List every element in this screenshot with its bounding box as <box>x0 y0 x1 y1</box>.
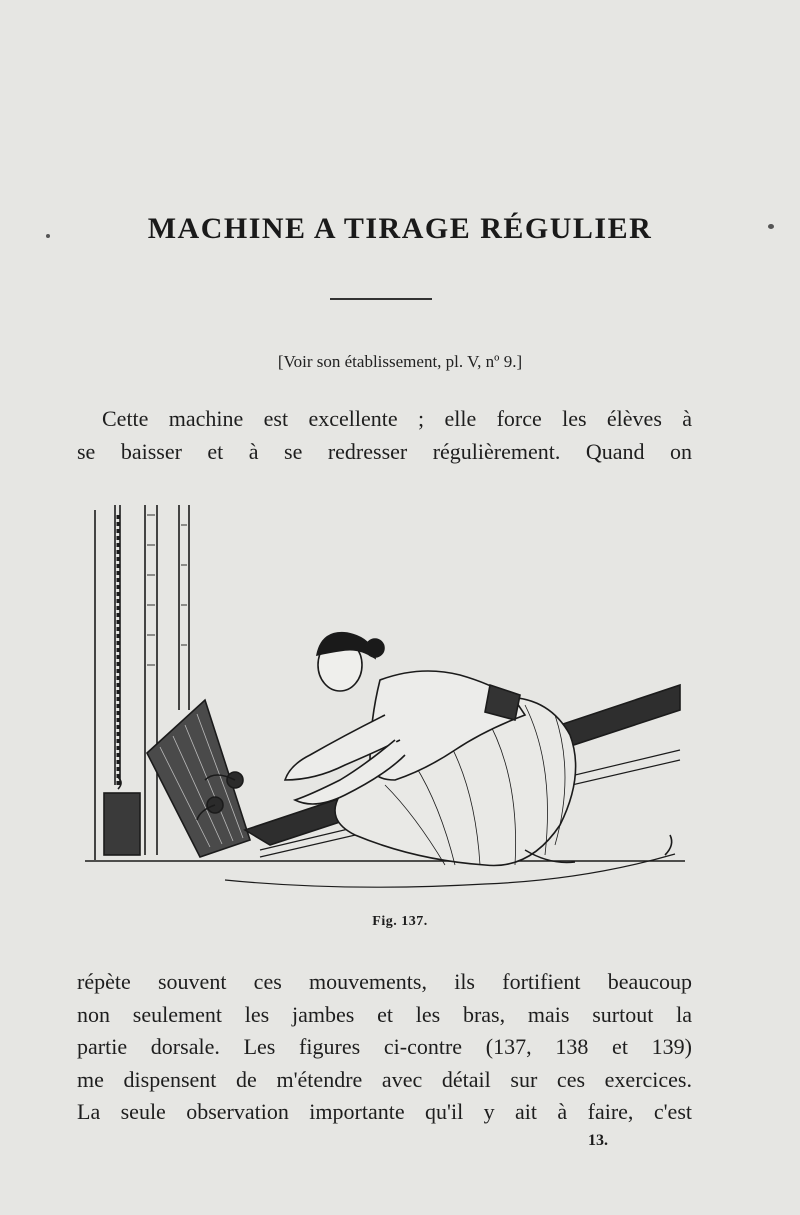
plate-reference: [Voir son établissement, pl. V, nº 9.] <box>277 352 523 371</box>
title-rule <box>330 298 432 300</box>
paragraph-intro <box>77 403 692 468</box>
figure-caption: Fig. 137. <box>372 914 428 929</box>
text-line: me dispensent de m'étendre avec détail sur ces exercices. <box>77 1066 692 1092</box>
text-line: La seule observation importante qu'il y ait à faire, c'est <box>77 1099 692 1124</box>
text-line: répète souvent ces mouvements, ils fortifient beaucoup <box>77 969 692 994</box>
text-line: se baisser et à se redresser régulièrement. Quand on <box>77 438 692 464</box>
text-line: Cette machine est excellente ; elle force les élèves à <box>102 406 692 431</box>
page-number: 13. <box>588 1132 608 1149</box>
text-line: partie dorsale. Les figures ci-contre (137, 138 et 139) <box>77 1034 692 1059</box>
text-line: non seulement les jambes et les bras, mais surtout la <box>77 1001 692 1027</box>
page-title: MACHINE A TIRAGE RÉGULIER <box>147 212 653 245</box>
paragraph-continued <box>77 966 692 1129</box>
figure-illustration <box>85 495 695 905</box>
